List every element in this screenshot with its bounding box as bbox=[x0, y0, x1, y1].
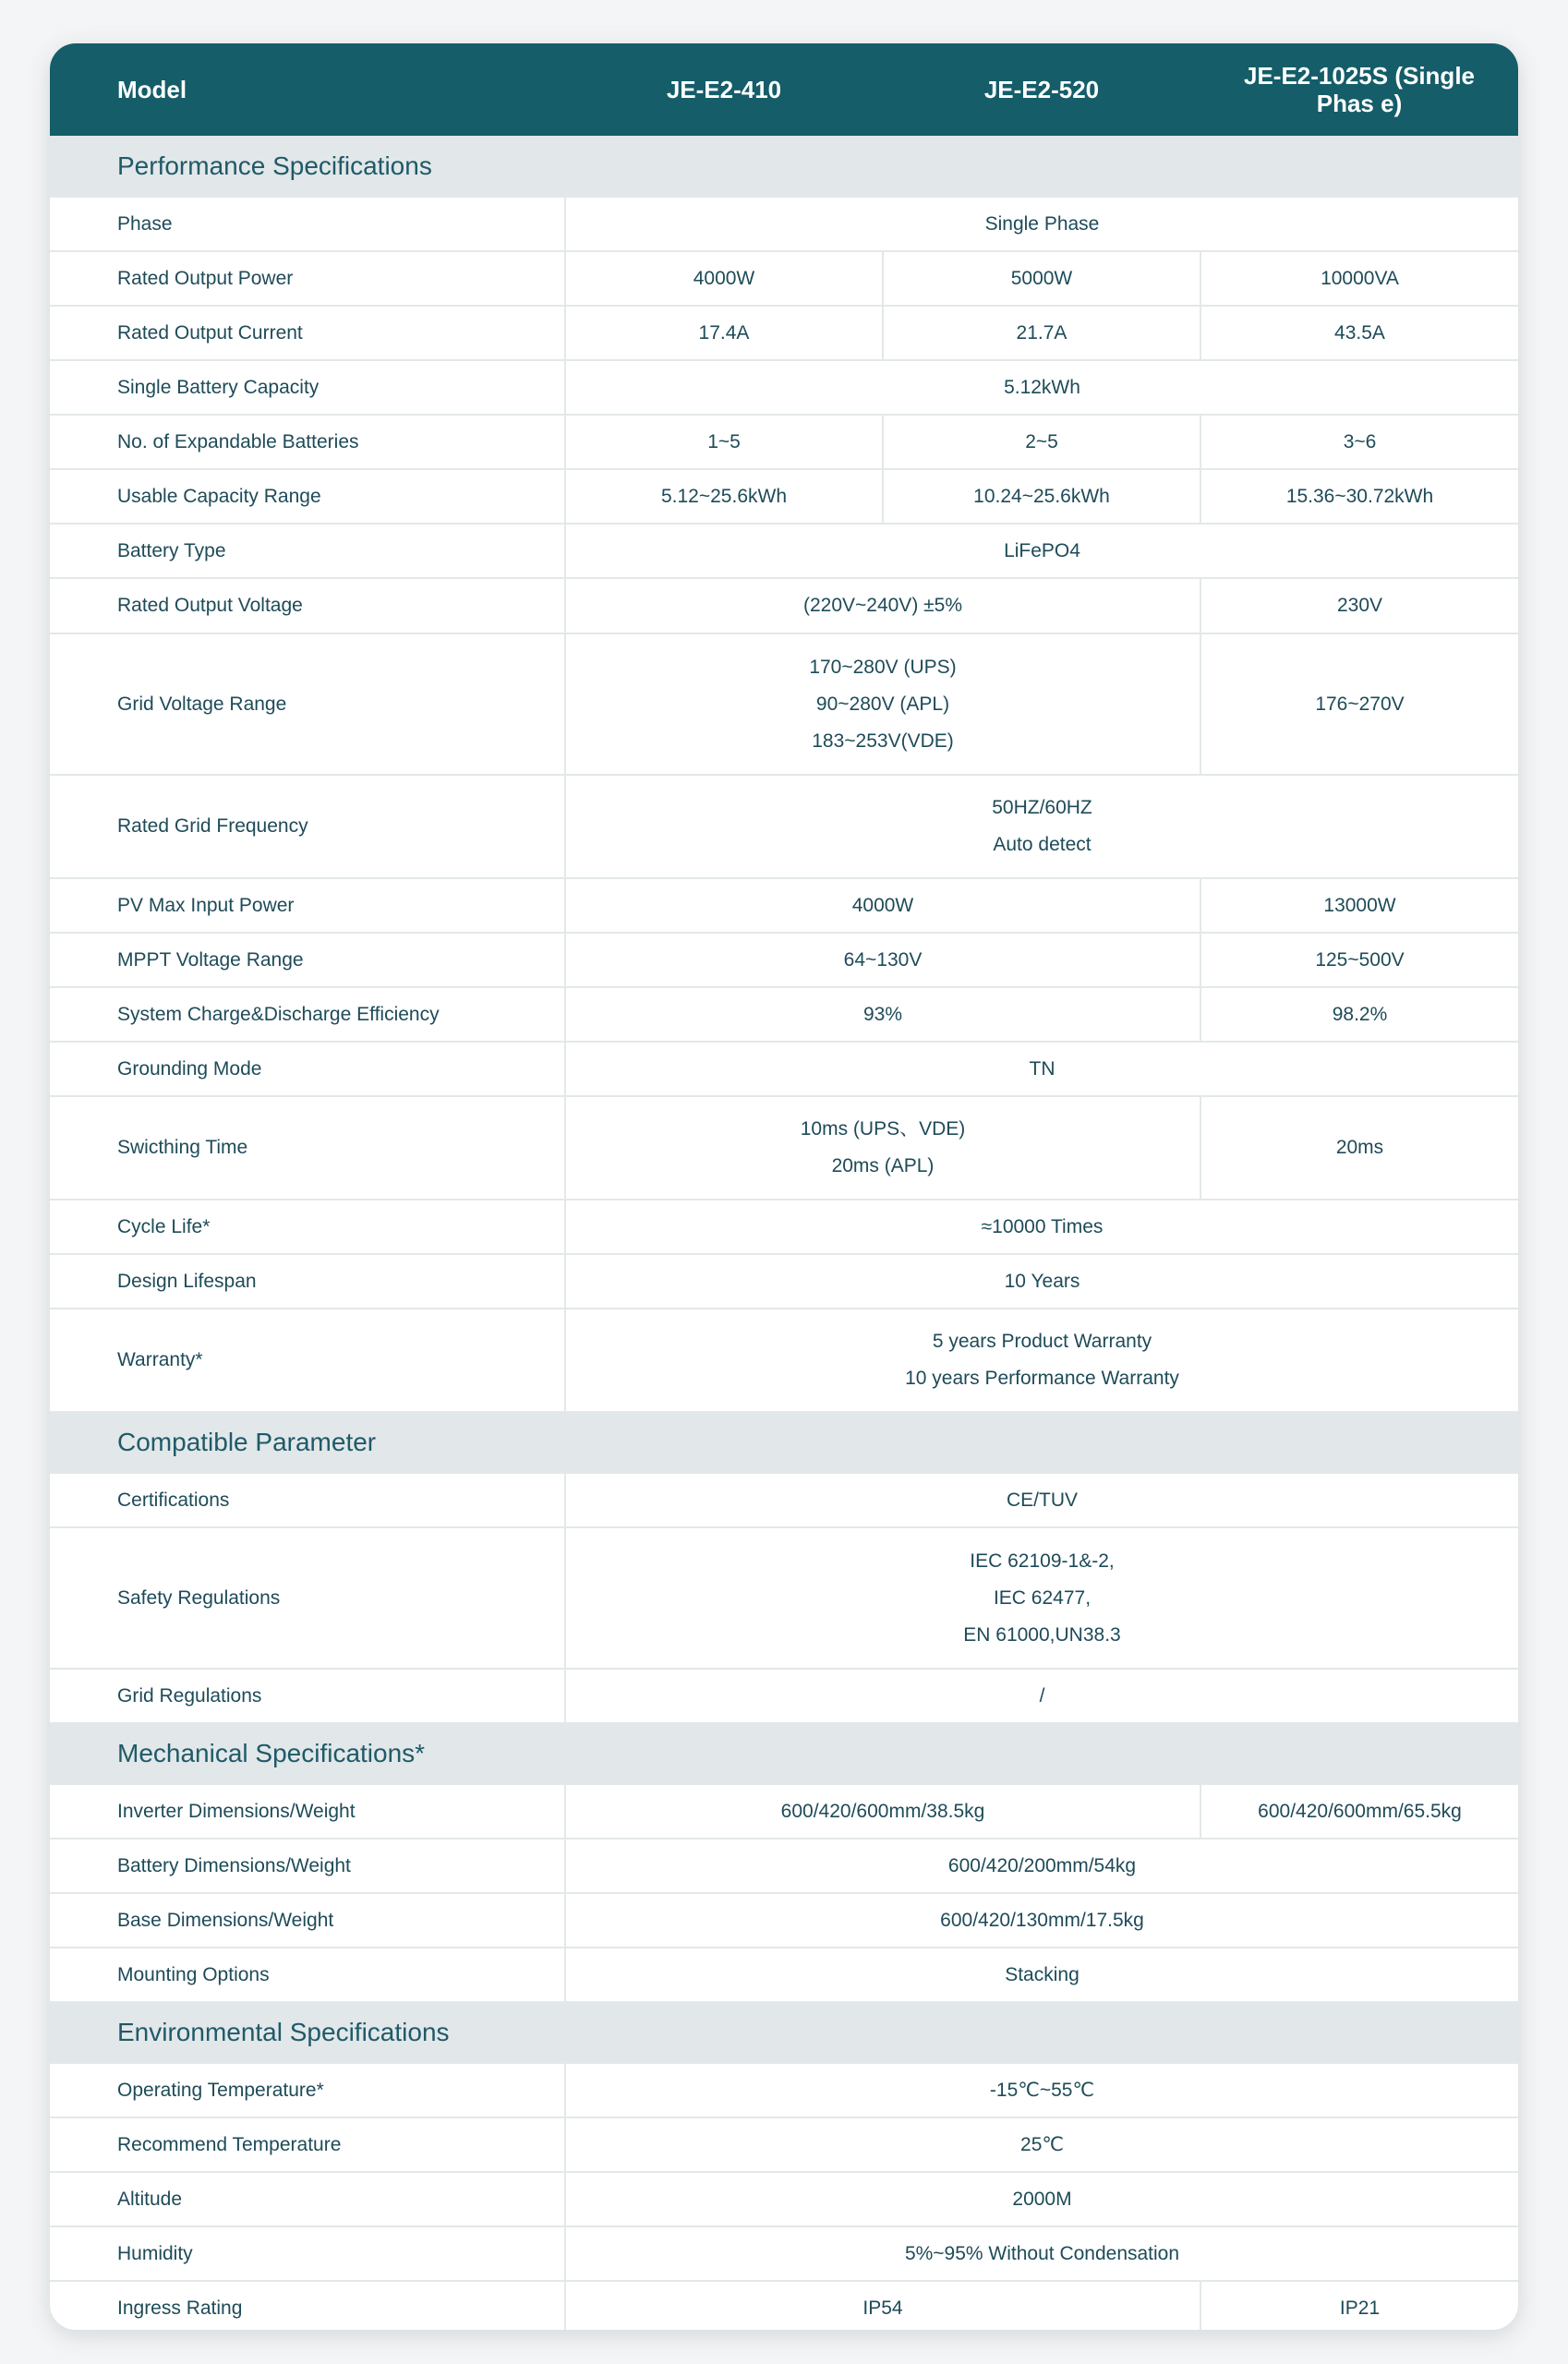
value-cell: CE/TUV bbox=[565, 1473, 1518, 1527]
table-row bbox=[50, 1527, 1518, 1669]
value-cell: (220V~240V) ±5% bbox=[565, 578, 1200, 633]
table-row bbox=[50, 878, 1518, 933]
section-header-row bbox=[50, 136, 1518, 197]
value-cell: 13000W bbox=[1200, 878, 1518, 933]
section-filler bbox=[565, 136, 1518, 197]
value-cell: 600/420/600mm/38.5kg bbox=[565, 1784, 1200, 1839]
table-row bbox=[50, 2281, 1518, 2330]
value-cell: 600/420/130mm/17.5kg bbox=[565, 1893, 1518, 1948]
row-label: Rated Grid Frequency bbox=[50, 775, 565, 878]
section-header-row bbox=[50, 1412, 1518, 1473]
table-row bbox=[50, 1042, 1518, 1096]
value-cell: 2~5 bbox=[883, 415, 1200, 469]
table-row bbox=[50, 933, 1518, 987]
spec-table-card bbox=[50, 43, 1518, 2330]
value-cell: 20ms bbox=[1200, 1096, 1518, 1200]
table-row bbox=[50, 2063, 1518, 2117]
value-line: 170~280V (UPS) bbox=[809, 656, 957, 678]
table-row bbox=[50, 578, 1518, 633]
table-row bbox=[50, 2172, 1518, 2226]
table-row bbox=[50, 1839, 1518, 1893]
value-line: EN 61000,UN38.3 bbox=[963, 1623, 1121, 1646]
value-cell: ≈10000 Times bbox=[565, 1200, 1518, 1254]
row-label: Rated Output Current bbox=[50, 306, 565, 360]
value-cell: 5.12kWh bbox=[565, 360, 1518, 415]
value-cell: 5%~95% Without Condensation bbox=[565, 2226, 1518, 2281]
row-label: Battery Dimensions/Weight bbox=[50, 1839, 565, 1893]
table-body bbox=[50, 136, 1518, 2330]
row-label: Cycle Life* bbox=[50, 1200, 565, 1254]
row-label: Swicthing Time bbox=[50, 1096, 565, 1200]
table-header bbox=[50, 43, 1518, 136]
value-cell: 4000W bbox=[565, 878, 1200, 933]
value-cell: 98.2% bbox=[1200, 987, 1518, 1042]
table-row bbox=[50, 251, 1518, 306]
value-cell: 1~5 bbox=[565, 415, 883, 469]
row-label: System Charge&Discharge Efficiency bbox=[50, 987, 565, 1042]
table-row bbox=[50, 1200, 1518, 1254]
table-row bbox=[50, 2117, 1518, 2172]
value-cell: 600/420/200mm/54kg bbox=[565, 1839, 1518, 1893]
value-cell: 64~130V bbox=[565, 933, 1200, 987]
value-cell: 10000VA bbox=[1200, 251, 1518, 306]
value-cell: TN bbox=[565, 1042, 1518, 1096]
value-cell: IP54 bbox=[565, 2281, 1200, 2330]
section-header-row bbox=[50, 2002, 1518, 2063]
row-label: Safety Regulations bbox=[50, 1527, 565, 1669]
value-cell: 43.5A bbox=[1200, 306, 1518, 360]
row-label: Inverter Dimensions/Weight bbox=[50, 1784, 565, 1839]
row-label: Design Lifespan bbox=[50, 1254, 565, 1309]
value-cell: Single Phase bbox=[565, 197, 1518, 251]
section-title: Performance Specifications bbox=[50, 136, 565, 197]
header-model-label: Model bbox=[117, 76, 187, 103]
table-row bbox=[50, 1948, 1518, 2002]
section-header-row bbox=[50, 1723, 1518, 1784]
header-col-je-e2-410: JE-E2-410 bbox=[666, 76, 782, 103]
value-cell: / bbox=[565, 1669, 1518, 1723]
table-row bbox=[50, 524, 1518, 578]
value-cell: Stacking bbox=[565, 1948, 1518, 2002]
value-cell bbox=[565, 633, 1200, 775]
value-cell: 21.7A bbox=[883, 306, 1200, 360]
value-line: 20ms (APL) bbox=[831, 1155, 935, 1176]
value-cell: 2000M bbox=[565, 2172, 1518, 2226]
value-line: Auto detect bbox=[993, 834, 1092, 855]
section-filler bbox=[565, 1412, 1518, 1473]
row-label: Warranty* bbox=[50, 1309, 565, 1412]
header-col-je-e2-520: JE-E2-520 bbox=[983, 76, 1100, 103]
table-row bbox=[50, 775, 1518, 878]
value-cell: 3~6 bbox=[1200, 415, 1518, 469]
value-line: 10 years Performance Warranty bbox=[905, 1368, 1179, 1389]
value-cell: 25℃ bbox=[565, 2117, 1518, 2172]
row-label: Certifications bbox=[50, 1473, 565, 1527]
value-cell: LiFePO4 bbox=[565, 524, 1518, 578]
row-label: PV Max Input Power bbox=[50, 878, 565, 933]
table-row bbox=[50, 1669, 1518, 1723]
value-cell: 10.24~25.6kWh bbox=[883, 469, 1200, 524]
value-cell: 10 Years bbox=[565, 1254, 1518, 1309]
table-row bbox=[50, 469, 1518, 524]
table-row bbox=[50, 987, 1518, 1042]
value-cell bbox=[565, 1096, 1200, 1200]
table-row bbox=[50, 1096, 1518, 1200]
row-label: Rated Output Power bbox=[50, 251, 565, 306]
table-row bbox=[50, 360, 1518, 415]
row-label: Battery Type bbox=[50, 524, 565, 578]
row-label: Ingress Rating bbox=[50, 2281, 565, 2330]
table-row bbox=[50, 1893, 1518, 1948]
value-cell bbox=[565, 775, 1518, 878]
row-label: Single Battery Capacity bbox=[50, 360, 565, 415]
section-filler bbox=[565, 2002, 1518, 2063]
header-col-je-e2-1025s: JE-E2-1025S (Single Phas e) bbox=[1244, 62, 1475, 117]
row-label: No. of Expandable Batteries bbox=[50, 415, 565, 469]
row-label: Altitude bbox=[50, 2172, 565, 2226]
value-cell: 5000W bbox=[883, 251, 1200, 306]
row-label: Base Dimensions/Weight bbox=[50, 1893, 565, 1948]
value-line: 90~280V (APL) bbox=[815, 693, 950, 715]
row-label: Grid Regulations bbox=[50, 1669, 565, 1723]
table-row bbox=[50, 1309, 1518, 1412]
row-label: Operating Temperature* bbox=[50, 2063, 565, 2117]
value-line: 10ms (UPS、VDE) bbox=[800, 1118, 966, 1140]
table-row bbox=[50, 633, 1518, 775]
value-cell: -15℃~55℃ bbox=[565, 2063, 1518, 2117]
value-cell: 176~270V bbox=[1200, 633, 1518, 775]
header-row bbox=[50, 43, 1518, 136]
row-label: Rated Output Voltage bbox=[50, 578, 565, 633]
table-row bbox=[50, 1254, 1518, 1309]
row-label: Humidity bbox=[50, 2226, 565, 2281]
row-label: Recommend Temperature bbox=[50, 2117, 565, 2172]
value-cell: 230V bbox=[1200, 578, 1518, 633]
row-label: Grid Voltage Range bbox=[50, 633, 565, 775]
section-title: Mechanical Specifications* bbox=[50, 1723, 565, 1784]
value-cell bbox=[565, 1309, 1518, 1412]
value-cell: IP21 bbox=[1200, 2281, 1518, 2330]
table-row bbox=[50, 1473, 1518, 1527]
value-line: IEC 62477, bbox=[993, 1586, 1092, 1609]
value-cell: 17.4A bbox=[565, 306, 883, 360]
value-line: IEC 62109-1&-2, bbox=[970, 1550, 1115, 1572]
value-line: 50HZ/60HZ bbox=[992, 797, 1092, 818]
value-cell: 93% bbox=[565, 987, 1200, 1042]
table-row bbox=[50, 197, 1518, 251]
table-row bbox=[50, 306, 1518, 360]
value-line: 183~253V(VDE) bbox=[812, 730, 954, 752]
value-cell: 4000W bbox=[565, 251, 883, 306]
table-row bbox=[50, 2226, 1518, 2281]
value-cell: 15.36~30.72kWh bbox=[1200, 469, 1518, 524]
value-cell bbox=[565, 1527, 1518, 1669]
value-cell: 5.12~25.6kWh bbox=[565, 469, 883, 524]
row-label: Grounding Mode bbox=[50, 1042, 565, 1096]
row-label: Usable Capacity Range bbox=[50, 469, 565, 524]
table-row bbox=[50, 415, 1518, 469]
section-title: Environmental Specifications bbox=[50, 2002, 565, 2063]
spec-table bbox=[50, 43, 1518, 2330]
value-cell: 600/420/600mm/65.5kg bbox=[1200, 1784, 1518, 1839]
row-label: Mounting Options bbox=[50, 1948, 565, 2002]
section-title: Compatible Parameter bbox=[50, 1412, 565, 1473]
section-filler bbox=[565, 1723, 1518, 1784]
value-line: 5 years Product Warranty bbox=[932, 1331, 1152, 1352]
row-label: Phase bbox=[50, 197, 565, 251]
table-row bbox=[50, 1784, 1518, 1839]
row-label: MPPT Voltage Range bbox=[50, 933, 565, 987]
value-cell: 125~500V bbox=[1200, 933, 1518, 987]
